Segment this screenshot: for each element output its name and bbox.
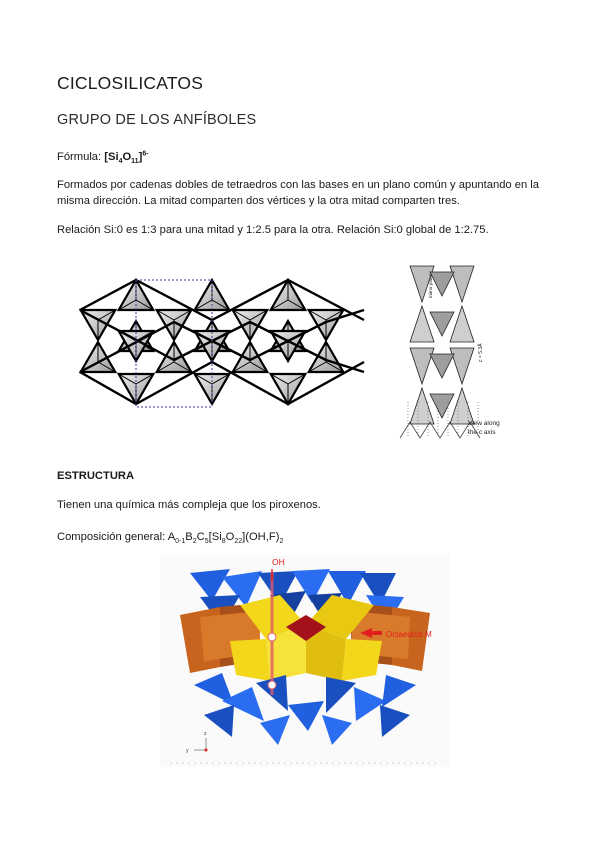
comp-si-sub: 8	[221, 538, 226, 546]
formula-bracket-close: ]	[138, 151, 143, 163]
formula-o: O	[122, 151, 132, 163]
comp-rest: ](OH,F)	[242, 531, 280, 543]
section-subtitle: GRUPO DE LOS ANFÍBOLES	[57, 112, 257, 128]
formula-si-sub: 4	[118, 158, 123, 166]
oh-label: OH	[272, 557, 285, 567]
comp-b: B	[185, 531, 193, 543]
c-axis-label: the c axis	[468, 429, 496, 436]
c-dimension-label: c = 5.3Å	[478, 343, 484, 362]
side-tetrahedron-center	[430, 354, 454, 378]
comp-a: A	[167, 531, 176, 543]
axis-z-label: z	[204, 731, 207, 737]
formula-o-sub: 11	[131, 158, 139, 166]
formula-si: Si	[107, 151, 119, 163]
view-along-label: View along	[468, 420, 500, 427]
formula-line	[57, 149, 557, 165]
double-chain-diagram	[76, 272, 368, 412]
octaedros-label: Octaedros M	[386, 630, 432, 639]
formula-bracket-open: [	[104, 151, 108, 163]
mirror-plane-label: mirror plane	[428, 273, 433, 298]
side-tetrahedron-center	[430, 312, 454, 336]
side-tetrahedron	[410, 348, 434, 384]
side-view-diagram	[390, 262, 520, 442]
comp-a-sub: 0-1	[175, 538, 186, 546]
formula-label: Fórmula:	[57, 151, 102, 163]
chemistry-paragraph: Tienen una química más compleja que los piroxenos.	[57, 499, 321, 511]
side-tetrahedron	[410, 306, 434, 342]
amphibole-structure-model	[160, 555, 450, 767]
side-tetrahedron	[450, 348, 474, 384]
formula-charge: 6-	[142, 150, 149, 158]
page-title: CICLOSILICATOS	[57, 73, 204, 93]
ratio-paragraph: Relación Si:0 es 1:3 para una mitad y 1:2.5 para la otra. Relación Si:0 global de 1:2.75.	[57, 224, 489, 236]
comp-c: C	[196, 531, 205, 543]
side-tetrahedron	[450, 306, 474, 342]
side-tetrahedron	[450, 266, 474, 302]
comp-o: O	[225, 531, 235, 543]
side-tetrahedron-center	[430, 272, 454, 296]
composition-line	[57, 529, 557, 545]
comp-o-sub: 22	[234, 538, 243, 546]
side-tetrahedron	[410, 388, 434, 424]
side-tetrahedron-center	[430, 394, 454, 418]
axis-y-label: y	[186, 748, 189, 754]
comp-c-sub: 5	[204, 538, 209, 546]
composition-label: Composición general:	[57, 531, 168, 543]
side-tetrahedron	[450, 388, 474, 424]
structure-heading: ESTRUCTURA	[57, 470, 135, 482]
comp-rest-sub: 2	[279, 538, 284, 546]
description-paragraph: Formados por cadenas dobles de tetraedros con las bases en un plano común y apuntando en la misma dirección. La mitad comparten dos vértices y la otra mitad comparten tres.	[57, 179, 540, 207]
comp-si: [Si	[208, 531, 222, 543]
formula-expression	[104, 150, 149, 166]
comp-b-sub: 2	[192, 538, 197, 546]
